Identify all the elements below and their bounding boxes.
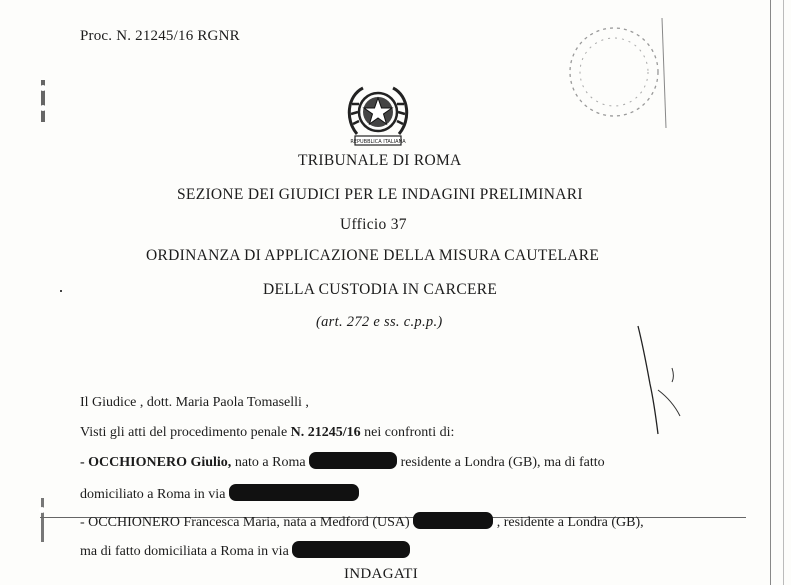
defendant-2-line [80,512,644,531]
handwritten-signature-mark [628,322,688,442]
defendant-2-birthplace: nata a Medford (USA) [283,515,410,530]
list-dash: - [80,455,85,470]
order-title-line1: ORDINANZA DI APPLICAZIONE DELLA MISURA CAUTELARE [146,247,600,264]
defendant-1-name: OCCHIONERO Giulio, [88,455,232,470]
scan-speck [60,290,62,292]
indagati-heading: INDAGATI [344,566,419,582]
section-title: SEZIONE DEI GIUDICI PER LE INDAGINI PRELIMINARI [177,186,583,203]
defendant-1-birthplace: nato a Roma [234,455,306,470]
redaction-block [292,541,410,558]
redaction-block [229,484,359,501]
office-title: Ufficio 37 [340,216,407,233]
defendant-1-domicile-line [80,484,359,503]
defendant-2-domicile-line [80,541,410,560]
redaction-block [413,512,493,529]
visti-suffix: nei confronti di: [364,425,455,440]
judge-line: Il Giudice , dott. Maria Paola Tomaselli , [80,395,309,410]
defendant-1-domicile: domiciliato a Roma in via [80,487,226,502]
punch-hole-mark [38,78,48,124]
defendant-2-name: OCCHIONERO Francesca Maria, [88,515,280,530]
stamp-mark [562,10,672,140]
redaction-block [309,452,397,469]
procedure-number: N. 21245/16 [290,425,361,440]
page-edge-line [783,0,784,585]
punch-hole-mark [36,498,50,542]
list-dash: - [80,515,85,530]
defendant-2-domicile: ma di fatto domiciliata a Roma in via [80,544,289,559]
defendant-2-residence: , residente a Londra (GB), [496,515,644,530]
italian-republic-emblem-icon [343,78,413,150]
visti-line [80,425,454,441]
visti-prefix: Visti gli atti del procedimento penale [80,425,288,440]
defendant-1-residence: residente a Londra (GB), ma di fatto [400,455,605,470]
article-reference: (art. 272 e ss. c.p.p.) [316,314,443,330]
proceeding-number: Proc. N. 21245/16 RGNR [80,28,240,44]
court-title: TRIBUNALE DI ROMA [298,152,462,169]
order-title-line2: DELLA CUSTODIA IN CARCERE [263,281,498,298]
page-edge-line [770,0,771,585]
svg-text:REPUBBLICA ITALIANA: REPUBBLICA ITALIANA [350,139,406,145]
defendant-1-line [80,452,605,471]
